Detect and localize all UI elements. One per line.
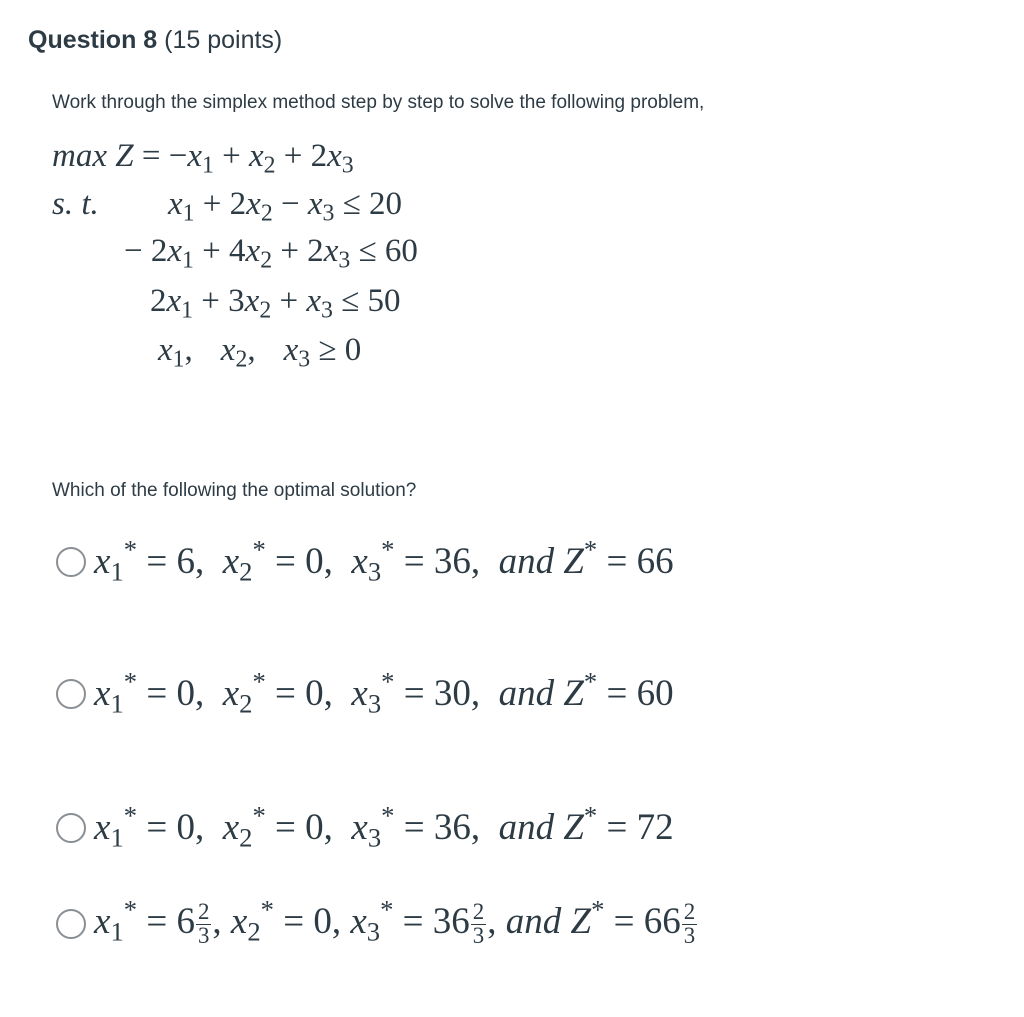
- answer-option-text: $x_1^* = 0$, $x_2^* = 0$, $x_3^* = 30$, and Z* = 60: [94, 666, 674, 719]
- question-header: [28, 26, 282, 55]
- radio-button[interactable]: [56, 547, 86, 577]
- nonnegativity-constraint: $x_1$, $x_2$, $x_3 \ge 0$: [158, 332, 362, 373]
- radio-button[interactable]: [56, 813, 86, 843]
- answer-option-2[interactable]: [56, 666, 674, 719]
- fraction: $\frac{2}{3}$: [683, 898, 696, 948]
- constraint-2: − $2x_1 + 4x_2 + 2x_3 \le 60$: [124, 233, 418, 274]
- subject-to-label: s. t.: [52, 186, 99, 222]
- fraction: $\frac{2}{3}$: [472, 898, 485, 948]
- answer-option-4[interactable]: [56, 894, 698, 948]
- question-ask: Which of the following the optimal solution?: [52, 480, 417, 501]
- answer-option-text: $x_1^* = 6$ $\frac{2}{3}$ , $x_2^* = 0$, $x_3^* = 36$ $\frac{2}{3}$ , and Z* = 66 $\frac{2}{3}$: [94, 894, 696, 948]
- constraint-1: $x_1 + 2x_2 - x_3 \le 20$: [168, 186, 402, 227]
- fraction: $\frac{2}{3}$: [197, 898, 210, 948]
- question-prompt: Work through the simplex method step by step to solve the following problem,: [52, 92, 705, 113]
- objective-function: $\max Z = -x_1 + x_2 + 2x_3$: [52, 138, 354, 179]
- radio-button[interactable]: [56, 679, 86, 709]
- question-points: (15 points): [164, 26, 283, 54]
- answer-option-1[interactable]: [56, 534, 674, 587]
- constraint-3: $2x_1 + 3x_2 + x_3 \le 50$: [150, 283, 401, 324]
- question-title: Question 8: [28, 26, 158, 54]
- answer-option-text: $x_1^* = 0$, $x_2^* = 0$, $x_3^* = 36$, and Z* = 72: [94, 800, 674, 853]
- radio-button[interactable]: [56, 909, 86, 939]
- answer-option-3[interactable]: [56, 800, 674, 853]
- answer-option-text: $x_1^* = 6$, $x_2^* = 0$, $x_3^* = 36$, and Z* = 66: [94, 534, 674, 587]
